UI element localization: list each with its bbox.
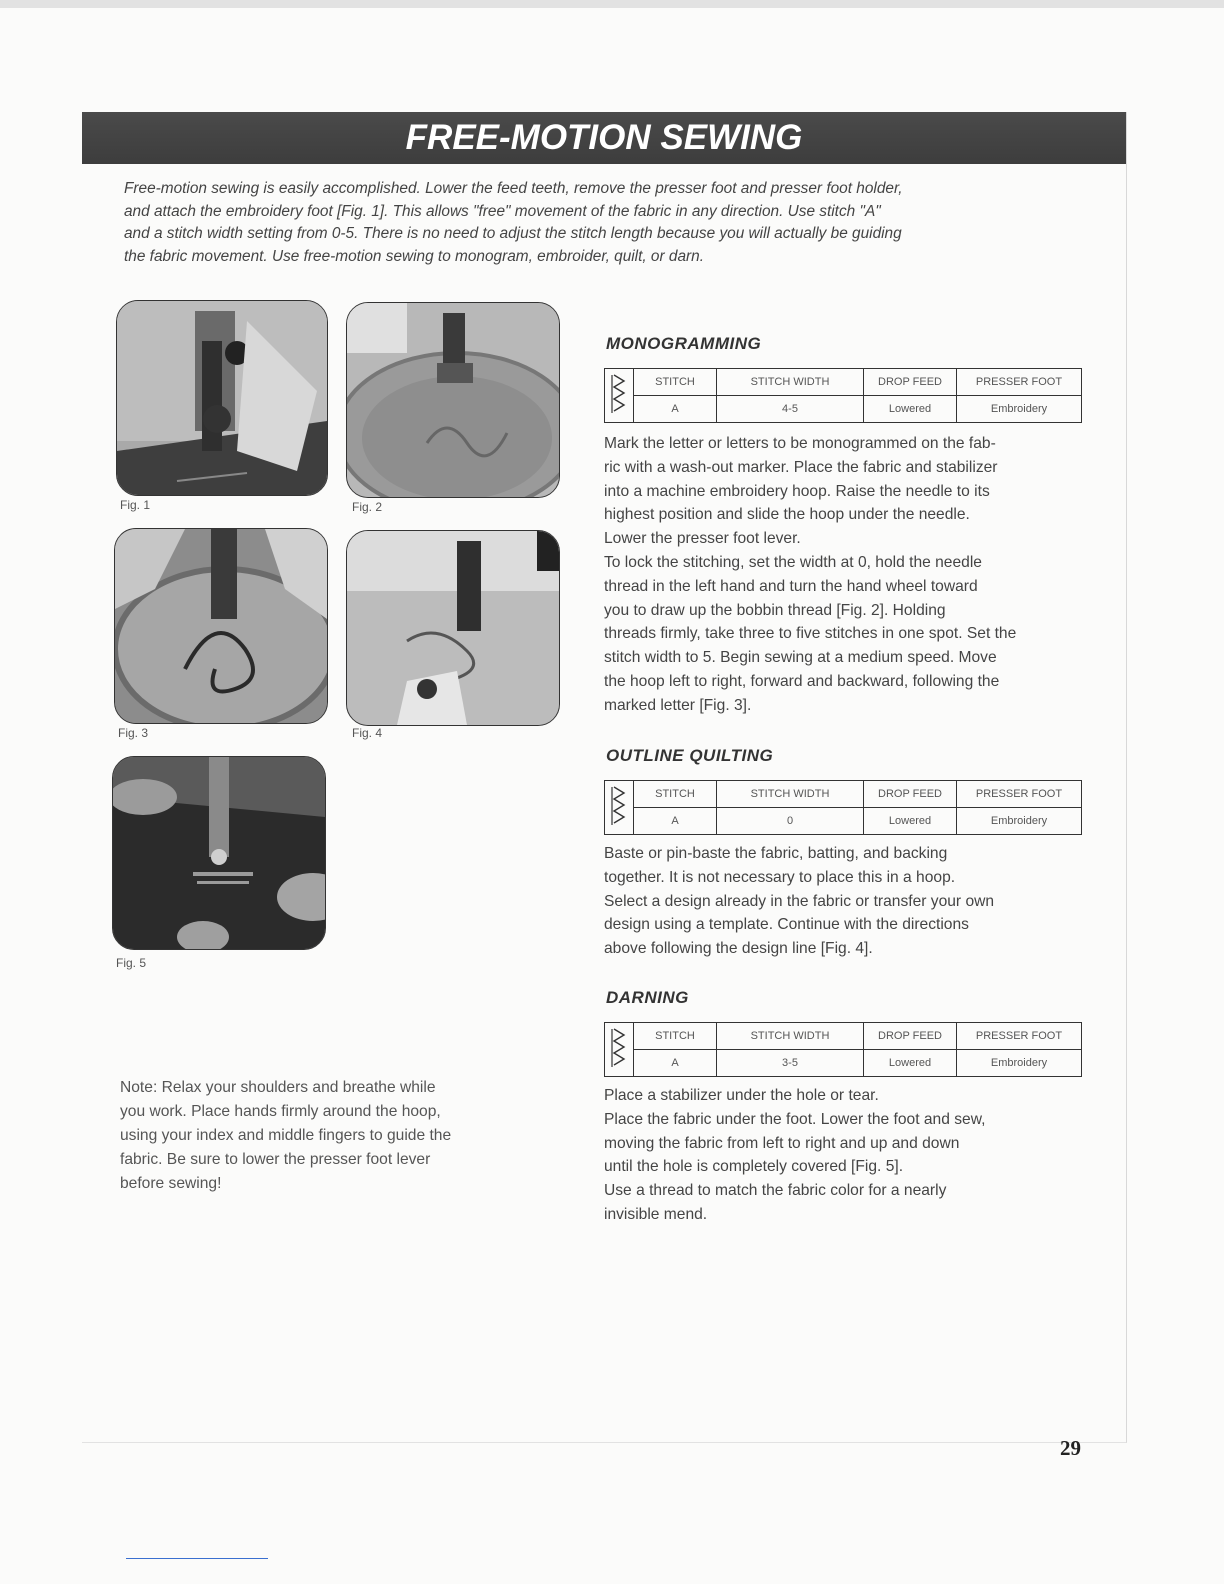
header-stitch: STITCH [634, 1023, 717, 1050]
darning-text [604, 1084, 1084, 1227]
note-line: fabric. Be sure to lower the presser foot lever [120, 1151, 431, 1168]
text-line: To lock the stitching, set the width at 0, hold the needle [604, 553, 982, 571]
intro-line: and a stitch width setting from 0-5. There is no need to adjust the stitch length because you will actually be guiding [124, 225, 902, 242]
outline-quilting-text [604, 842, 1084, 961]
fig-2-caption: Fig. 2 [352, 500, 383, 514]
intro-line: Free-motion sewing is easily accomplished. Lower the feed teeth, remove the presser foot and presser foot holder, [124, 180, 903, 197]
header-stitch: STITCH [634, 369, 717, 396]
fig-5-caption: Fig. 5 [116, 956, 147, 970]
header-presser-foot: PRESSER FOOT [957, 369, 1082, 396]
note-paragraph [120, 1076, 540, 1196]
text-line: the hoop left to right, forward and backward, following the [604, 672, 1000, 690]
value-drop-feed: Lowered [864, 1050, 957, 1077]
intro-line: and attach the embroidery foot [Fig. 1]. This allows "free" movement of the fabric in any direction. Use stitch "A" [124, 202, 881, 220]
value-stitch: A [634, 1050, 717, 1077]
text-line: threads firmly, take three to five stitches in one spot. Set the [604, 625, 1017, 643]
text-line: Place the fabric under the foot. Lower the foot and sew, [604, 1110, 986, 1128]
zigzag-stitch-icon [605, 369, 634, 423]
header-stitch-width: STITCH WIDTH [717, 369, 864, 396]
text-line: Mark the letter or letters to be monogrammed on the fab- [604, 435, 996, 452]
table-value-row [605, 1050, 1082, 1077]
text-line: into a machine embroidery hoop. Raise the needle to its [604, 482, 990, 500]
text-line: thread in the left hand and turn the hand wheel toward [604, 577, 978, 595]
footer-rule [126, 1558, 268, 1559]
page-title: FREE-MOTION SEWING [82, 112, 1126, 164]
text-line: stitch width to 5. Begin sewing at a medium speed. Move [604, 649, 997, 667]
fig-3-caption: Fig. 3 [118, 726, 149, 740]
text-line: above following the design line [Fig. 4]. [604, 940, 873, 958]
header-presser-foot: PRESSER FOOT [957, 781, 1082, 808]
header-stitch-width: STITCH WIDTH [717, 781, 864, 808]
note-line: before sewing! [120, 1175, 222, 1192]
value-drop-feed: Lowered [864, 396, 957, 423]
text-line: Select a design already in the fabric or transfer your own [604, 892, 995, 910]
fig-1-caption: Fig. 1 [120, 498, 151, 512]
zigzag-stitch-icon [605, 1023, 634, 1077]
value-presser-foot: Embroidery [957, 808, 1082, 835]
value-stitch: A [634, 808, 717, 835]
text-line: Lower the presser foot lever. [604, 530, 801, 548]
darning-heading: DARNING [606, 988, 689, 1007]
fig-4-caption: Fig. 4 [352, 726, 383, 740]
monogramming-text [604, 432, 1084, 718]
page-top-edge [0, 0, 1224, 8]
value-presser-foot: Embroidery [957, 1050, 1082, 1077]
intro-line: the fabric movement. Use free-motion sewing to monogram, embroider, quilt, or darn. [124, 247, 704, 265]
table-value-row [605, 396, 1082, 423]
text-line: Place a stabilizer under the hole or tear. [604, 1087, 879, 1104]
table-header-row [605, 369, 1082, 396]
table-header-row [605, 781, 1082, 808]
page-number: 29 [1060, 1436, 1081, 1460]
table-value-row [605, 808, 1082, 835]
text-line: design using a template. Continue with the directions [604, 916, 969, 934]
value-drop-feed: Lowered [864, 808, 957, 835]
fig-5-photo [112, 756, 326, 950]
text-line: marked letter [Fig. 3]. [604, 696, 752, 714]
intro-paragraph [124, 178, 1104, 268]
text-line: until the hole is completely covered [Fig. 5]. [604, 1158, 904, 1176]
text-line: you to draw up the bobbin thread [Fig. 2]. Holding [604, 601, 946, 619]
fig-3-photo [114, 528, 328, 724]
value-stitch: A [634, 396, 717, 423]
value-stitch-width: 3-5 [717, 1050, 864, 1077]
note-line: Note: Relax your shoulders and breathe while [120, 1079, 436, 1096]
darning-settings-table [604, 1022, 1082, 1077]
header-presser-foot: PRESSER FOOT [957, 1023, 1082, 1050]
text-line: highest position and slide the hoop under the needle. [604, 506, 970, 524]
text-line: Use a thread to match the fabric color for a nearly [604, 1182, 947, 1200]
value-stitch-width: 0 [717, 808, 864, 835]
text-line: Baste or pin-baste the fabric, batting, and backing [604, 845, 948, 862]
header-stitch-width: STITCH WIDTH [717, 1023, 864, 1050]
zigzag-stitch-icon [605, 781, 634, 835]
value-stitch-width: 4-5 [717, 396, 864, 423]
note-line: you work. Place hands firmly around the hoop, [120, 1103, 441, 1120]
header-stitch: STITCH [634, 781, 717, 808]
monogramming-settings-table [604, 368, 1082, 423]
fig-4-photo [346, 530, 560, 726]
fig-1-photo [116, 300, 328, 496]
table-header-row [605, 1023, 1082, 1050]
value-presser-foot: Embroidery [957, 396, 1082, 423]
outline-quilting-settings-table [604, 780, 1082, 835]
header-drop-feed: DROP FEED [864, 781, 957, 808]
fig-2-photo [346, 302, 560, 498]
header-drop-feed: DROP FEED [864, 1023, 957, 1050]
text-line: moving the fabric from left to right and up and down [604, 1134, 960, 1152]
text-line: invisible mend. [604, 1205, 708, 1223]
text-line: together. It is not necessary to place this in a hoop. [604, 868, 956, 886]
monogramming-heading: MONOGRAMMING [606, 334, 762, 353]
outline-quilting-heading: OUTLINE QUILTING [606, 746, 774, 765]
header-drop-feed: DROP FEED [864, 369, 957, 396]
note-line: using your index and middle fingers to guide the [120, 1127, 452, 1144]
text-line: ric with a wash-out marker. Place the fabric and stabilizer [604, 458, 998, 476]
